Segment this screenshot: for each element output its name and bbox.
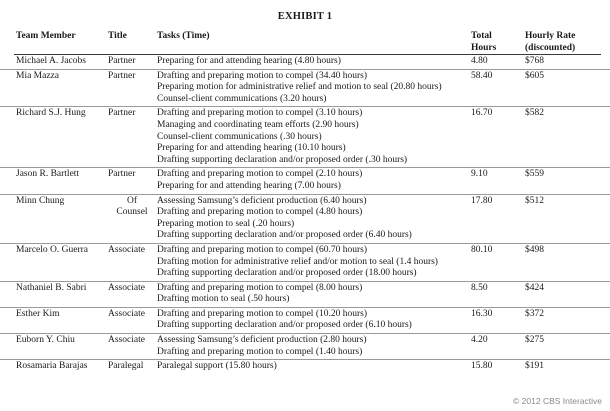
task-line: Drafting and preparing motion to compel (1.40 hours)	[157, 346, 363, 357]
team-member-name: Esther Kim	[16, 308, 60, 319]
exhibit-table-body	[0, 55, 610, 374]
total-hours: 8.50	[471, 282, 488, 293]
member-title: Partner	[108, 56, 136, 66]
header-team-member: Team Member	[16, 31, 76, 41]
hourly-rate: $512	[525, 195, 544, 206]
task-line: Drafting motion for administrative relief and/or motion to seal (1.4 hours)	[157, 256, 438, 267]
task-list	[157, 309, 467, 332]
member-title: Partner	[108, 108, 136, 119]
task-line: Preparing motion to seal (.20 hours)	[157, 218, 295, 229]
table-row	[0, 282, 610, 308]
total-hours: 16.70	[471, 108, 493, 119]
hourly-rate: $768	[525, 56, 544, 66]
total-hours: 17.80	[471, 195, 493, 206]
team-member-name: Jason R. Bartlett	[16, 169, 80, 180]
exhibit-title: EXHIBIT 1	[277, 11, 333, 22]
table-row	[0, 107, 610, 168]
task-line: Drafting and preparing motion to compel (3.10 hours)	[157, 108, 363, 119]
task-line: Drafting and preparing motion to compel (34.40 hours)	[157, 70, 368, 81]
hourly-rate: $605	[525, 70, 544, 81]
task-line: Managing and coordinating team efforts (2.90 hours)	[157, 119, 359, 130]
member-title: Associate	[108, 244, 145, 255]
task-line: Preparing for and attending hearing (4.80 hours)	[157, 56, 341, 66]
team-member-name: Marcelo O. Guerra	[16, 244, 89, 255]
total-hours: 9.10	[471, 169, 488, 180]
team-member-name: Nathaniel B. Sabri	[16, 282, 87, 293]
task-line: Paralegal support (15.80 hours)	[157, 361, 277, 372]
header-total-hours	[471, 30, 511, 54]
task-list	[157, 245, 467, 280]
member-title-line1: Of	[126, 195, 138, 206]
task-line: Preparing for and attending hearing (10.10 hours)	[157, 143, 346, 154]
task-line: Drafting supporting declaration and/or proposed order (6.40 hours)	[157, 230, 412, 241]
team-member-name: Minn Chung	[16, 195, 65, 206]
total-hours: 15.80	[471, 361, 493, 372]
member-title: Associate	[108, 308, 145, 319]
member-title: Partner	[108, 169, 136, 180]
task-line: Drafting motion to seal (.50 hours)	[157, 294, 290, 305]
member-title: Partner	[108, 70, 136, 81]
task-list	[157, 361, 467, 373]
hourly-rate: $191	[525, 361, 544, 372]
team-member-name: Rosamaria Barajas	[16, 361, 88, 372]
table-row	[0, 360, 610, 374]
task-line: Drafting and preparing motion to compel (60.70 hours)	[157, 244, 368, 255]
task-line: Assessing Samsung’s deficient production (6.40 hours)	[157, 195, 367, 206]
task-line: Drafting supporting declaration and/or proposed order (6.10 hours)	[157, 320, 412, 331]
task-list	[157, 196, 467, 242]
task-list	[157, 335, 467, 358]
total-hours: 16.30	[471, 308, 493, 319]
task-line: Preparing motion for administrative relief and motion to seal (20.80 hours)	[157, 82, 442, 93]
hourly-rate: $424	[525, 282, 544, 293]
hourly-rate: $582	[525, 108, 544, 119]
task-line: Drafting and preparing motion to compel (2.10 hours)	[157, 169, 363, 180]
member-title-line2: Counsel	[116, 207, 148, 218]
hourly-rate: $559	[525, 169, 544, 180]
task-line: Drafting and preparing motion to compel (4.80 hours)	[157, 207, 363, 218]
total-hours: 80.10	[471, 244, 493, 255]
header-tasks: Tasks (Time)	[157, 31, 210, 41]
hourly-rate: $498	[525, 244, 544, 255]
task-line: Assessing Samsung’s deficient production (2.80 hours)	[157, 335, 367, 346]
member-title: Paralegal	[108, 361, 144, 372]
task-line: Drafting supporting declaration and/or proposed order (18.00 hours)	[157, 268, 417, 279]
member-title: Associate	[108, 335, 145, 346]
copyright-credit: © 2012 CBS Interactive	[513, 396, 602, 406]
task-line: Drafting supporting declaration and/or proposed order (.30 hours)	[157, 154, 408, 165]
total-hours: 58.40	[471, 70, 493, 81]
header-rate-line1: Hourly Rate	[525, 31, 576, 41]
hourly-rate: $372	[525, 308, 544, 319]
header-hourly-rate	[525, 30, 605, 54]
task-list	[157, 169, 467, 192]
hourly-rate: $275	[525, 335, 544, 346]
task-line: Counsel-client communications (3.20 hours)	[157, 93, 327, 104]
table-row	[0, 334, 610, 360]
task-list	[157, 108, 467, 166]
team-member-name: Euborn Y. Chiu	[16, 335, 75, 346]
table-row	[0, 168, 610, 194]
table-row	[0, 195, 610, 244]
header-rate-line2: (discounted)	[525, 43, 576, 53]
header-total-line2: Hours	[471, 43, 497, 53]
team-member-name: Michael A. Jacobs	[16, 56, 86, 66]
team-member-name: Richard S.J. Hung	[16, 108, 86, 119]
team-member-name: Mia Mazza	[16, 70, 59, 81]
task-list	[157, 56, 467, 68]
total-hours: 4.80	[471, 56, 488, 66]
task-line: Drafting and preparing motion to compel (10.20 hours)	[157, 308, 368, 319]
task-line: Counsel-client communications (.30 hours)	[157, 131, 322, 142]
table-row	[0, 55, 610, 70]
member-title: Associate	[108, 282, 145, 293]
header-title: Title	[108, 31, 127, 41]
task-list	[157, 71, 467, 106]
total-hours: 4.20	[471, 335, 488, 346]
task-list	[157, 283, 467, 306]
table-row	[0, 308, 610, 334]
task-line: Drafting and preparing motion to compel (8.00 hours)	[157, 282, 363, 293]
header-total-line1: Total	[471, 31, 492, 41]
table-row	[0, 244, 610, 282]
task-line: Preparing for and attending hearing (7.00 hours)	[157, 180, 341, 191]
member-title	[108, 196, 156, 219]
table-row	[0, 70, 610, 108]
